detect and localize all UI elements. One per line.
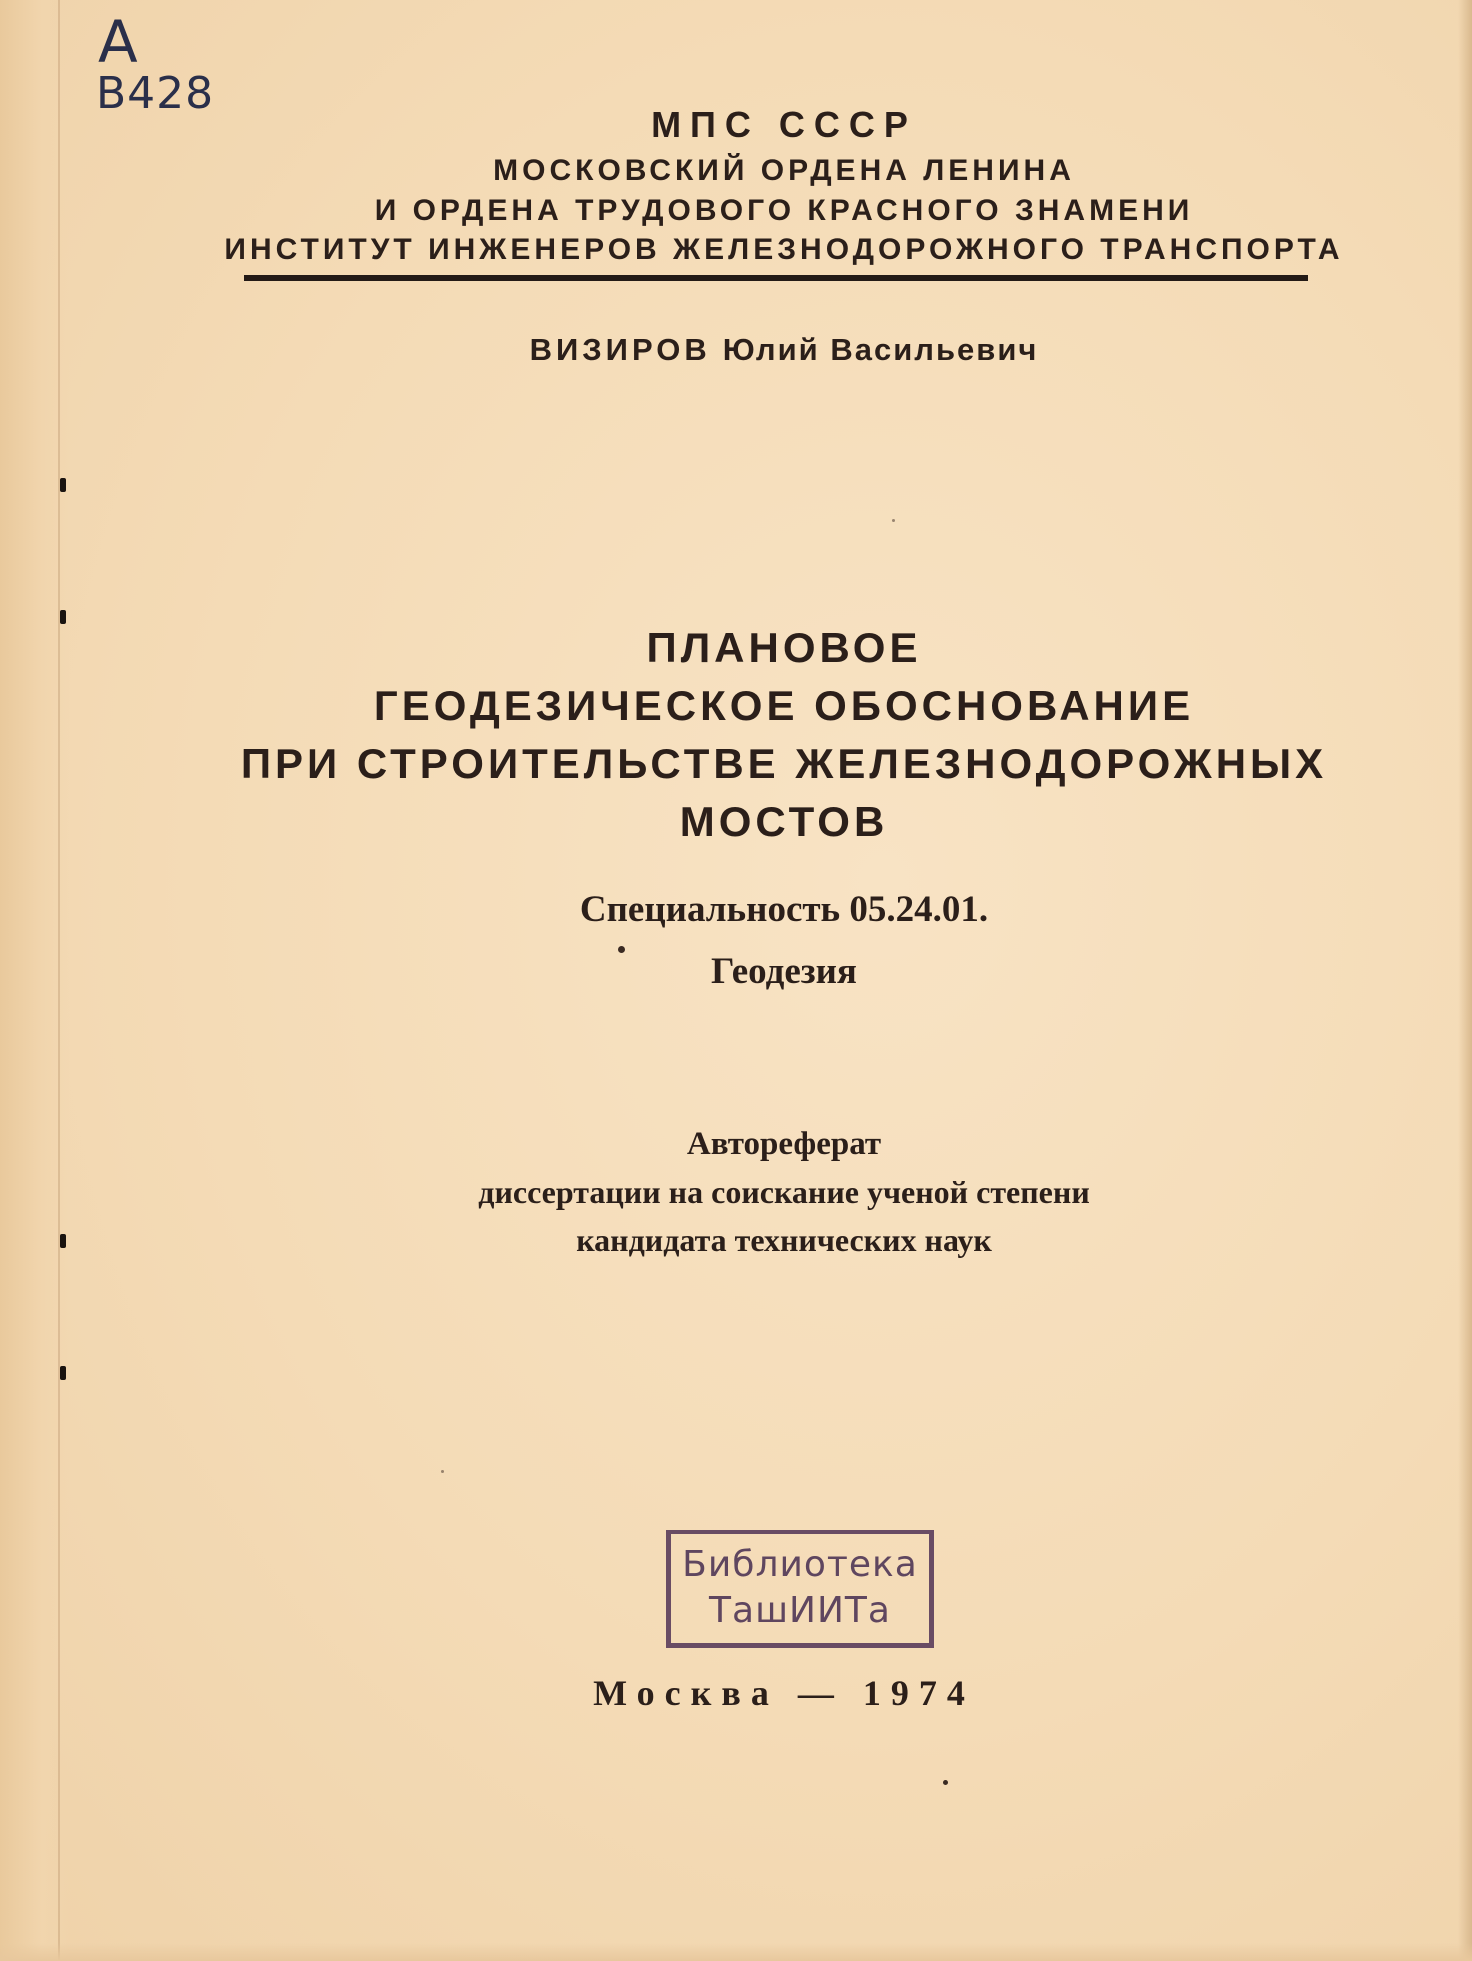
handwritten-shelf-code: В428 — [96, 68, 215, 119]
title-line: ГЕОДЕЗИЧЕСКОЕ ОБОСНОВАНИЕ — [373, 682, 1195, 729]
specialty-field: Геодезия — [711, 951, 857, 992]
paper-speck — [892, 519, 895, 522]
ministry-heading: МПС СССР — [651, 104, 917, 145]
title-line: МОСТОВ — [679, 798, 889, 845]
specialty-line: Специальность 05.24.01. — [579, 889, 989, 930]
handwritten-letter: А — [98, 8, 138, 76]
title-line: ПРИ СТРОИТЕЛЬСТВЕ ЖЕЛЕЗНОДОРОЖНЫХ — [240, 740, 1328, 787]
paper-speck — [441, 1470, 444, 1473]
paper-speck — [618, 946, 625, 953]
stamp-line: Библиотека — [682, 1544, 918, 1585]
library-stamp — [666, 1530, 934, 1648]
abstract-line: диссертации на соискание ученой степени — [478, 1174, 1090, 1210]
header-rule — [244, 275, 1308, 281]
binding-hole — [60, 610, 66, 624]
author-given-names: Юлий Васильевич — [722, 332, 1039, 367]
author-name — [48, 332, 1472, 368]
author-surname: ВИЗИРОВ — [529, 332, 711, 367]
title-line: ПЛАНОВОЕ — [646, 624, 922, 671]
institute-line: И ОРДЕНА ТРУДОВОГО КРАСНОГО ЗНАМЕНИ — [374, 194, 1194, 227]
stamp-line: ТашИИТа — [709, 1590, 891, 1631]
binding-hole — [60, 1366, 66, 1380]
institute-line: МОСКОВСКИЙ ОРДЕНА ЛЕНИНА — [493, 154, 1075, 187]
institute-line: ИНСТИТУТ ИНЖЕНЕРОВ ЖЕЛЕЗНОДОРОЖНОГО ТРАНСПОРТА — [224, 233, 1344, 266]
paper-speck — [943, 1780, 948, 1785]
binding-hole — [60, 478, 66, 492]
page-bottom-edge — [0, 1943, 1472, 1961]
abstract-line: Автореферат — [686, 1126, 882, 1162]
abstract-line: кандидата технических наук — [576, 1222, 992, 1258]
imprint-city-year: Москва — 1974 — [593, 1673, 975, 1713]
